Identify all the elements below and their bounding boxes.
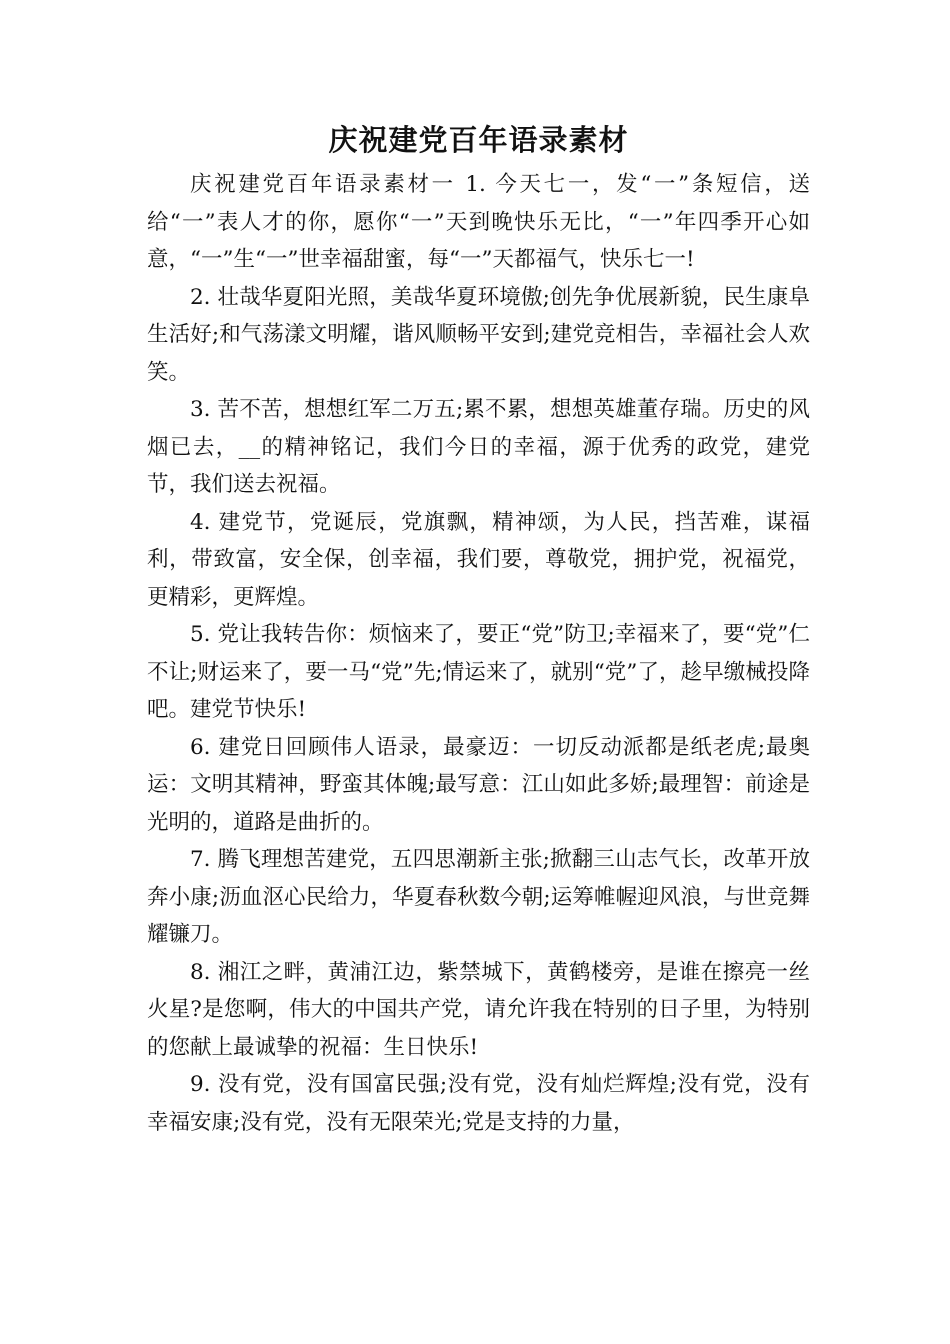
paragraph-quote-5: 5. 党让我转告你：烦恼来了，要正“党”防卫;幸福来了，要“党”仁不让;财运来了，要一马“党”先;情运来了，就别“党”了，趁早缴械投降吧。建党节快乐! — [147, 622, 810, 722]
paragraph-quote-6: 6. 建党日回顾伟人语录，最豪迈：一切反动派都是纸老虎;最奥运：文明其精神，野蛮其体魄;最写意：江山如此多娇;最理智：前途是光明的，道路是曲折的。 — [147, 734, 810, 835]
document-page — [147, 118, 810, 1141]
document-title: 庆祝建党百年语录素材 — [328, 123, 629, 157]
paragraph-quote-3: 3. 苦不苦，想想红军二万五;累不累，想想英雄董存瑞。历史的风烟已去，__的精神铭记，我们今日的幸福，源于优秀的政党，建党节，我们送去祝福。 — [147, 397, 810, 497]
paragraph-quote-9: 9. 没有党，没有国富民强;没有党，没有灿烂辉煌;没有党，没有幸福安康;没有党，没有无限荣光;党是支持的力量， — [147, 1072, 810, 1135]
paragraph-quote-8: 8. 湘江之畔，黄浦江边，紫禁城下，黄鹤楼旁，是谁在擦亮一丝火星?是您啊，伟大的中国共产党，请允许我在特别的日子里，为特别的您献上最诚挚的祝福：生日快乐! — [147, 959, 810, 1060]
paragraph-intro-quote-1: 庆祝建党百年语录素材一 1. 今天七一，发“一”条短信，送给“一”表人才的你，愿你“一”天到晚快乐无比，“一”年四季开心如意，“一”生“一”世幸福甜蜜，每“一”天都福气，快乐七一! — [147, 172, 810, 272]
paragraph-quote-7: 7. 腾飞理想苦建党，五四思潮新主张;掀翻三山志气长，改革开放奔小康;沥血沤心民给力，华夏春秋数今朝;运筹帷幄迎风浪，与世竞舞耀镰刀。 — [147, 847, 810, 947]
paragraph-quote-2: 2. 壮哉华夏阳光照，美哉华夏环境傲;创先争优展新貌，民生康阜生活好;和气荡漾文明耀，谐风顺畅平安到;建党竞相告，幸福社会人欢笑。 — [147, 284, 810, 385]
paragraph-quote-4: 4. 建党节，党诞辰，党旗飘，精神颂，为人民，挡苦难，谋福利，带致富，安全保，创幸福，我们要，尊敬党，拥护党，祝福党，更精彩，更辉煌。 — [147, 509, 810, 610]
